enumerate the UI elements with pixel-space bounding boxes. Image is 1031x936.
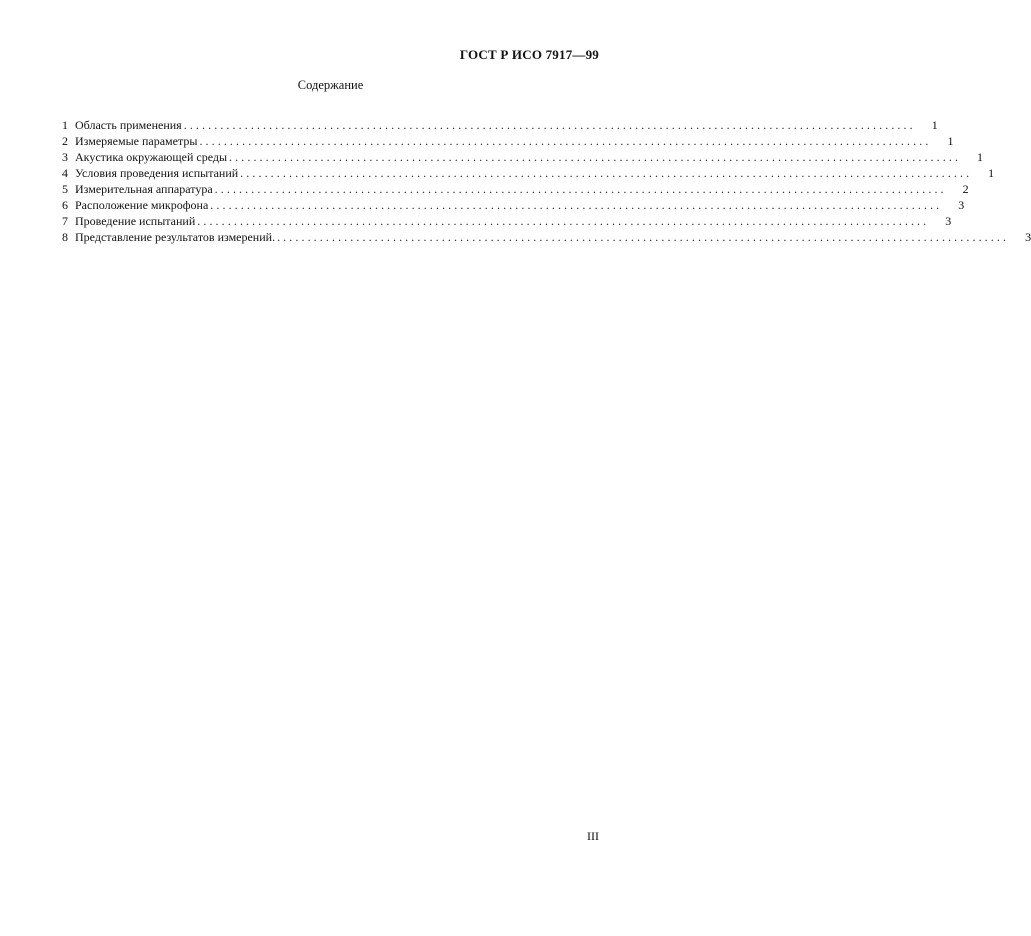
toc-dot-leader: ........................................................................................................................: [183, 118, 916, 132]
toc-item-label: Область применения: [75, 118, 182, 132]
toc-item-page: 1: [988, 166, 995, 180]
toc-item-label: Представление результатов измерений.: [75, 230, 276, 244]
toc-item-label: Акустика окружающей среды: [75, 150, 228, 164]
toc-item-page: 1: [931, 118, 938, 132]
toc-item-label: Измерительная аппаратура: [75, 182, 213, 196]
toc-dot-leader: ........................................................................................................................: [199, 134, 932, 148]
toc-item-number: 2: [62, 134, 68, 148]
toc-dot-leader: ........................................................................................................................: [214, 182, 947, 196]
page-number: III: [587, 829, 599, 843]
toc-item-scope[interactable]: [62, 117, 938, 133]
toc-dot-leader: ........................................................................................................................: [240, 166, 973, 180]
toc-dot-leader: ........................................................................................................................: [229, 150, 962, 164]
toc-item-page: 3: [958, 198, 965, 212]
toc-item-label: Проведение испытаний: [75, 214, 196, 228]
table-of-contents: [62, 117, 1031, 245]
toc-item-number: 4: [62, 166, 68, 180]
toc-item-number: 7: [62, 214, 68, 228]
toc-item-test-conditions[interactable]: [62, 165, 995, 181]
toc-item-label: Расположение микрофона: [75, 198, 209, 212]
toc-item-page: 1: [947, 134, 954, 148]
toc-item-page: 2: [962, 182, 969, 196]
toc-title: Содержание: [297, 78, 364, 92]
toc-item-measured-parameters[interactable]: [62, 133, 954, 149]
toc-item-page: 1: [977, 150, 984, 164]
toc-item-instrumentation[interactable]: [62, 181, 969, 197]
toc-item-number: 1: [62, 118, 68, 132]
toc-item-number: 3: [62, 150, 68, 164]
toc-item-page: 3: [945, 214, 952, 228]
toc-item-label: Измеряемые параметры: [75, 134, 198, 148]
toc-item-microphone-position[interactable]: [62, 197, 965, 213]
toc-item-number: 5: [62, 182, 68, 196]
toc-dot-leader: ........................................................................................................................: [277, 230, 1010, 244]
toc-dot-leader: ........................................................................................................................: [210, 198, 943, 212]
toc-item-number: 8: [62, 230, 68, 244]
toc-item-number: 6: [62, 198, 68, 212]
toc-item-test-procedure[interactable]: [62, 213, 952, 229]
toc-item-environment-acoustics[interactable]: [62, 149, 984, 165]
toc-item-results-presentation[interactable]: [62, 229, 1031, 245]
document-code-header: ГОСТ Р ИСО 7917—99: [459, 47, 599, 62]
toc-item-label: Условия проведения испытаний: [75, 166, 239, 180]
toc-item-page: 3: [1025, 230, 1031, 244]
toc-dot-leader: ........................................................................................................................: [197, 214, 930, 228]
